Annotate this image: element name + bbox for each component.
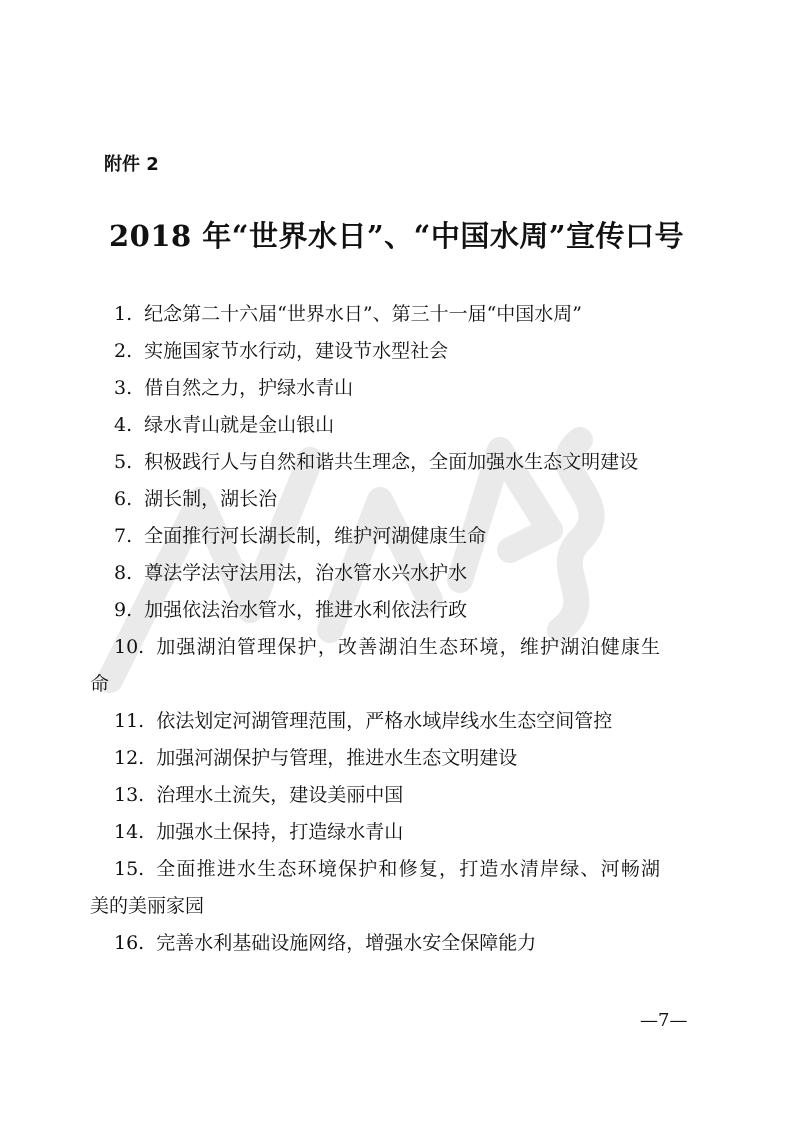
list-item <box>104 814 692 851</box>
item-text: 加强河湖保护与管理，推进水生态文明建设 <box>156 747 518 769</box>
list-item <box>104 592 692 629</box>
item-number: 15. <box>114 858 145 880</box>
item-text: 加强水土保持，打造绿水青山 <box>156 821 404 843</box>
item-text: 借自然之力，护绿水青山 <box>144 377 354 399</box>
item-number: 16. <box>114 932 145 954</box>
list-item <box>104 777 692 814</box>
item-number: 12. <box>114 747 145 769</box>
item-text-continued: 命 <box>90 673 110 695</box>
list-item <box>104 925 692 962</box>
item-text: 全面推行河长湖长制，维护河湖健康生命 <box>144 525 487 547</box>
list-item <box>104 333 692 370</box>
item-text: 尊法学法守法用法，治水管水兴水护水 <box>144 562 468 584</box>
list-item <box>104 481 692 518</box>
page-number: —7— <box>640 1010 688 1031</box>
item-text: 实施国家节水行动，建设节水型社会 <box>144 340 449 362</box>
item-text: 完善水利基础设施网络，增强水安全保障能力 <box>156 932 537 954</box>
item-number: 9. <box>114 599 133 621</box>
document-title: 2018 年“世界水日”、“中国水周”宣传口号 <box>108 219 685 253</box>
list-item <box>104 740 692 777</box>
item-text: 治理水土流失，建设美丽中国 <box>156 784 404 806</box>
item-number: 2. <box>114 340 133 362</box>
list-item <box>104 703 692 740</box>
item-number: 8. <box>114 562 133 584</box>
item-text: 绿水青山就是金山银山 <box>144 414 335 436</box>
item-number: 5. <box>114 451 133 473</box>
item-text-continued: 美的美丽家园 <box>90 895 205 917</box>
list-item <box>104 370 692 407</box>
slogan-list <box>90 296 692 962</box>
list-item <box>104 555 692 592</box>
item-number: 10. <box>114 636 145 658</box>
attachment-label: 附件 2 <box>104 154 159 175</box>
item-text: 湖长制，湖长治 <box>144 488 278 510</box>
item-text: 依法划定河湖管理范围，严格水域岸线水生态空间管控 <box>156 710 613 732</box>
item-number: 7. <box>114 525 133 547</box>
item-text: 加强依法治水管水，推进水利依法行政 <box>144 599 468 621</box>
item-text: 积极践行人与自然和谐共生理念，全面加强水生态文明建设 <box>144 451 639 473</box>
list-item <box>104 518 692 555</box>
item-number: 3. <box>114 377 133 399</box>
list-item <box>90 851 692 925</box>
item-number: 4. <box>114 414 133 436</box>
list-item <box>104 296 692 333</box>
item-text: 全面推进水生态环境保护和修复，打造水清岸绿、河畅湖 <box>156 858 662 880</box>
list-item <box>104 407 692 444</box>
list-item <box>90 629 692 703</box>
item-number: 11. <box>114 710 145 732</box>
item-text: 加强湖泊管理保护，改善湖泊生态环境，维护湖泊健康生 <box>156 636 662 658</box>
item-number: 6. <box>114 488 133 510</box>
item-number: 1. <box>114 303 133 325</box>
item-number: 14. <box>114 821 145 843</box>
list-item <box>104 444 692 481</box>
item-number: 13. <box>114 784 145 806</box>
item-text: 纪念第二十六届“世界水日”、第三十一届“中国水周” <box>144 303 582 325</box>
